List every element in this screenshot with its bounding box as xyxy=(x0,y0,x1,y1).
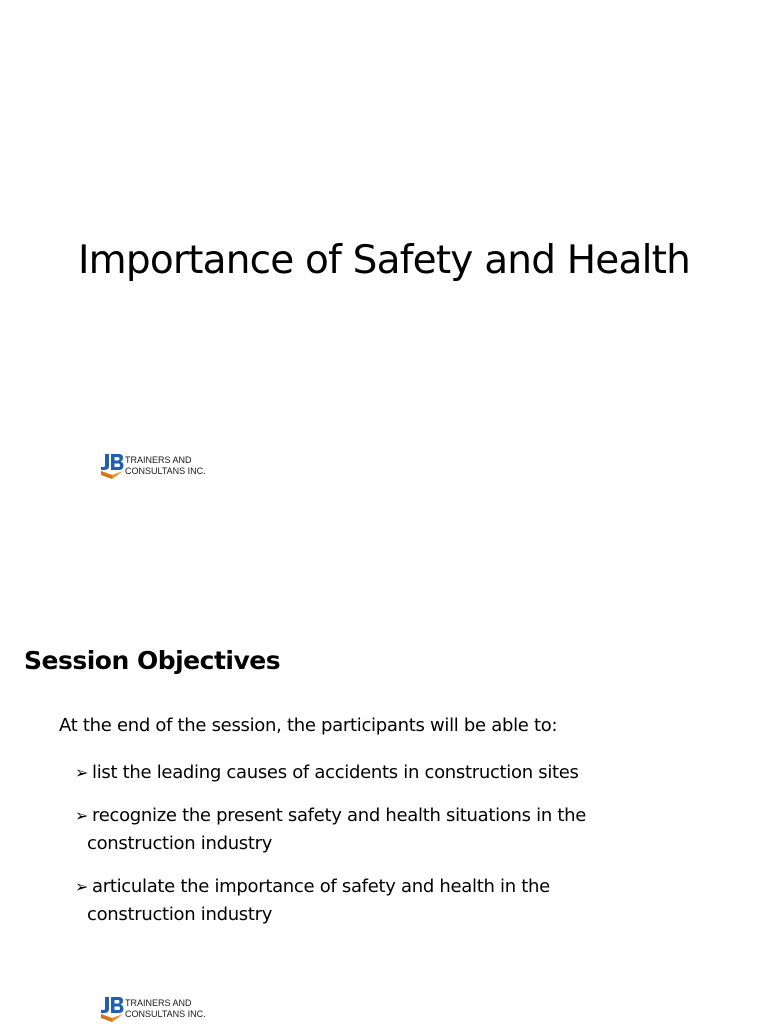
logo-text-line1: TRAINERS AND xyxy=(125,998,192,1008)
objective-item xyxy=(75,802,715,858)
logo-text-line2: CONSULTANS INC. xyxy=(125,1009,206,1019)
jb-logo-icon xyxy=(99,451,125,481)
logo-text xyxy=(125,998,206,1020)
jb-logo-icon xyxy=(99,994,125,1024)
slide-title: Importance of Safety and Health xyxy=(77,238,691,283)
objective-text: list the leading causes of accidents in construction sites xyxy=(92,762,579,783)
arrow-bullet-icon: ➢ xyxy=(75,763,89,782)
objective-text: articulate the importance of safety and health in the xyxy=(92,876,550,897)
company-logo xyxy=(99,451,206,481)
intro-text: At the end of the session, the participants will be able to: xyxy=(59,715,558,736)
objective-text-continuation: construction industry xyxy=(87,904,273,925)
objective-text: recognize the present safety and health situations in the xyxy=(92,805,587,826)
objective-item xyxy=(75,873,715,929)
objective-item xyxy=(75,759,715,787)
logo-text xyxy=(125,455,206,477)
logo-text-line2: CONSULTANS INC. xyxy=(125,466,206,476)
objectives-slide xyxy=(0,512,768,1024)
arrow-bullet-icon: ➢ xyxy=(75,877,89,896)
objectives-list xyxy=(75,759,715,944)
arrow-bullet-icon: ➢ xyxy=(75,806,89,825)
objective-text-continuation: construction industry xyxy=(87,833,273,854)
logo-text-line1: TRAINERS AND xyxy=(125,455,192,465)
section-heading: Session Objectives xyxy=(24,646,281,675)
company-logo xyxy=(99,994,206,1024)
